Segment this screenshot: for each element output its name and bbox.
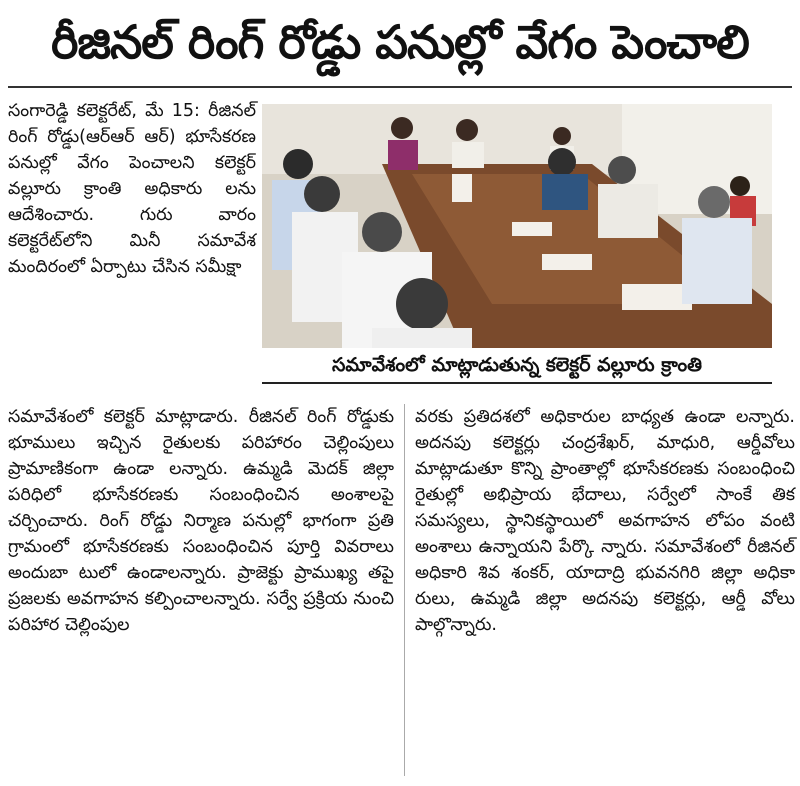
headline: రీజినల్ రింగ్ రోడ్డు పనుల్లో వేగం పెంచాలి <box>51 15 749 69</box>
article-column-right-text: వరకు ప్రతిదశలో అధికారుల బాధ్యత ఉండా లన్నారు. అదనపు కలెక్టర్లు చంద్రశేఖర్, మాధురి, ఆర్డీవోలు మాట్లాడుతూ కొన్ని ప్రాంతాల్లో భూసేకరణకు సంబంధించి రైతుల్లో అభిప్రాయ భేదాలు, సర్వేలో సాంకే తిక సమస్యలు, స్థానికస్థాయిలో అవగాహన లోపం వంటి అంశాలు ఉన్నాయని పేర్కొ న్నారు. సమావేశంలో రీజినల్ అధికారి శివ శంకర్, యాదాద్రి భువనగిరి జిల్లా అధికా రులు, ఉమ్మడి జిల్లా అదనపు కలెక్టర్లు, ఆర్డీ వోలు పాల్గొన్నారు. <box>415 407 795 635</box>
article-column-right <box>415 404 795 638</box>
article-column-left <box>8 404 394 638</box>
lead-paragraph <box>8 98 256 280</box>
headline-rule <box>8 86 792 88</box>
meeting-photo <box>262 104 772 348</box>
lead-paragraph-text: సంగారెడ్డి కలెక్టరేట్, మే 15: రీజినల్ రింగ్ రోడ్డు(ఆర్ఆర్ ఆర్) భూసేకరణ పనుల్లో వేగం పెంచాలని కలెక్టర్ వల్లూరు క్రాంతి అధికారు లను ఆదేశించారు. గురు వారం కలెక్టరేట్‌లోని మినీ సమావేశ మందిరంలో ఏర్పాటు చేసిన సమీక్షా <box>8 101 256 277</box>
photo-caption: సమావేశంలో మాట్లాడుతున్న కలెక్టర్ వల్లూరు క్రాంతి <box>262 348 772 384</box>
article-column-left-text: సమావేశంలో కలెక్టర్ మాట్లాడారు. రీజినల్ రింగ్ రోడ్డుకు భూములు ఇచ్చిన రైతులకు పరిహారం చెల్లింపులు ప్రామాణికంగా ఉండా లన్నారు. ఉమ్మడి మెదక్ జిల్లా పరిధిలో భూసేకరణకు సంబంధించిన అంశాలపై చర్చించారు. రింగ్ రోడ్డు నిర్మాణ పనుల్లో భాగంగా ప్రతి గ్రామంలో భూసేకరణకు సంబంధించిన పూర్తి వివరాలు అందుబా టులో ఉండాలన్నారు. ప్రాజెక్టు ప్రాముఖ్య తపై ప్రజలకు అవగాహన కల్పించాలన్నారు. సర్వే ప్రక్రియ నుంచి పరిహార చెల్లింపుల <box>8 407 394 635</box>
column-divider <box>404 404 405 776</box>
